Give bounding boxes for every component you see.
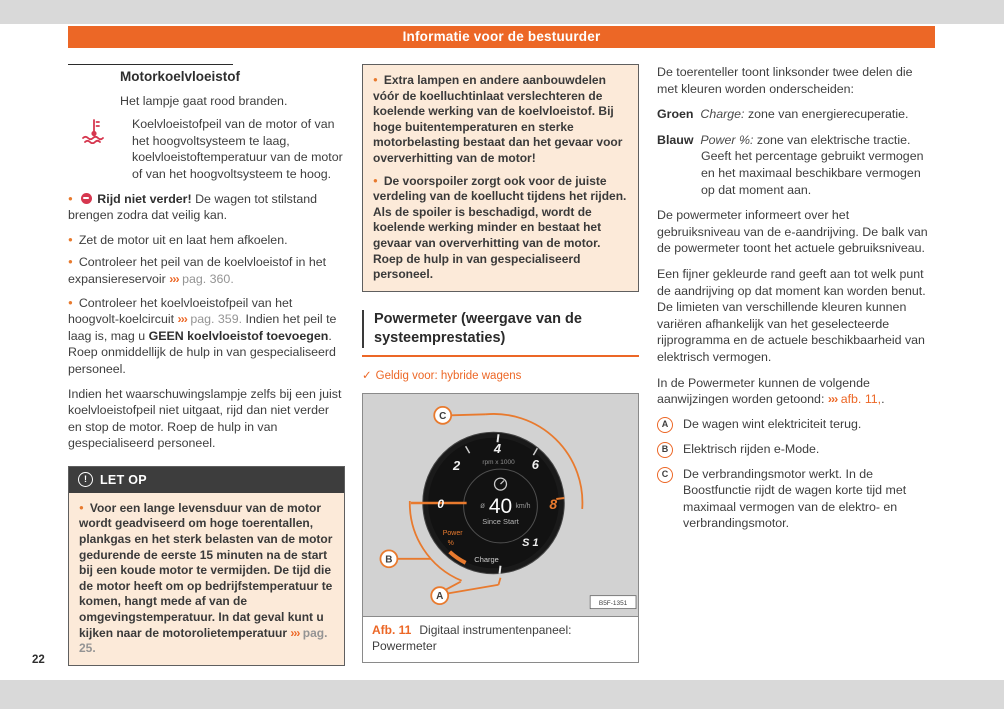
chevron-ref-icon: ››› [827, 392, 838, 407]
definition-blue: Blauw Power %: zone van elektrische tractie. Geeft het percentage gebruikt vermogen en het maximaal beschikbare vermogen op dat moment aan. [657, 132, 924, 197]
check-icon: ✓ [362, 369, 372, 382]
list-item-b: B Elektrisch rijden e-Mode. [657, 441, 934, 458]
coolant-temperature-warning-icon [68, 116, 132, 182]
stop-icon [81, 193, 92, 204]
dial-number-4: 4 [493, 441, 502, 457]
warning-item-lamps: ● Extra lampen en andere aanbouwdelen vóór de koelluchtinlaat verslechteren de koelende werking van de koelvloeistof. Bij hoge buitentemperaturen en sterke motorbelasting bestaat dan het gevaar voor oververhitting van de motor! [373, 72, 628, 167]
page-ref-360: pag. 360. [182, 271, 234, 286]
page-ref-359: pag. 359. [190, 312, 243, 327]
page-sheet [0, 24, 1004, 680]
figure-afb-11 [362, 393, 639, 663]
colored-edge-paragraph: Een fijner gekleurde rand geeft aan tot welk punt de aandrijving op dat moment kan worden benut. De limieten van verschillende kleuren kunnen variëren afhankelijk van het geselecteerde rijprogramma en de actuele beschikbaarheid van elektrisch vermogen. [657, 266, 926, 364]
powermeter-info-paragraph: De powermeter informeert over het gebruiksniveau van de e-aandrijving. De balk van de powermeter toont het actuele gebruiksniveau. [657, 208, 928, 256]
chevron-ref-icon: ››› [177, 312, 187, 327]
gear-indicator: S 1 [522, 537, 539, 550]
tachometer-intro-paragraph: De toerenteller toont linksonder twee delen die met kleuren worden onderscheiden: [657, 65, 913, 96]
coolant-warning-text: Koelvloeistofpeil van de motor of van het hoogvoltsysteem te laag, koelvloeistoftemperatuur van de motor of van het hoogvoltsysteem te hoog. [132, 117, 343, 181]
warning-item-spoiler: ● De voorspoiler zorgt ook voor de juiste verdeling van de koellucht tijdens het rijden. Als de spoiler is beschadigd, wordt de koelende werking minder en bestaat het gevaar van oververhitting van de motor. Roep de hulp in van gespecialiseerd personeel. [373, 173, 628, 283]
accessories-warning-box [362, 64, 639, 292]
page-header-title: Informatie voor de bestuurder [402, 29, 601, 44]
exclamation-circle-icon: ! [78, 472, 93, 487]
svg-text:B5F-1351: B5F-1351 [598, 600, 628, 608]
charge-label: Charge [474, 555, 499, 565]
page-header-bar [68, 26, 935, 48]
right-column [657, 64, 934, 532]
svg-text:C: C [439, 411, 447, 423]
image-code-label [590, 596, 636, 609]
bullet-do-not-drive: ● Rijd niet verder! De wagen tot stilstand brengen zodra dat veilig kan. [68, 191, 345, 224]
callout-b [380, 551, 397, 568]
let-op-text: ● Voor een lange levensduur van de motor wordt geadviseerd om hoge toerentallen, plankgas en het sterk belasten van de motor gedurende de eerste 15 minuten na de start bij een koude motor te vermijden. De tijd die de motor heeft om op bedrijfstemperatuur te komen, hangt mede af van de omgevingstemperatuur. In dat geval kunt u kijken naar de motorolietemperatuur ››› pag. 25. [79, 500, 334, 657]
left-heading: Motorkoelvloeistof [120, 69, 241, 84]
circled-b-icon: B [657, 442, 673, 458]
list-item-a: A De wagen wint elektriciteit terug. [657, 416, 934, 433]
dial-number-0: 0 [437, 497, 445, 512]
do-not-drive-bold: Rijd niet verder! [97, 191, 192, 206]
figure-caption [363, 616, 638, 662]
definition-green: Groen Charge: zone van energierecuperatie. [657, 107, 909, 122]
speed-value: 40 [488, 495, 513, 519]
let-op-note-box [68, 466, 345, 666]
callout-a [431, 588, 448, 605]
let-op-title: LET OP [100, 472, 147, 487]
dial-number-2: 2 [453, 458, 461, 474]
circled-c-icon: C [657, 467, 673, 483]
speed-unit: km/h [515, 503, 531, 511]
coolant-warning-row [68, 116, 345, 182]
avg-symbol: ø [480, 501, 486, 511]
section-rule [68, 64, 233, 65]
dial-number-6: 6 [531, 457, 539, 473]
let-op-body [69, 493, 344, 665]
power-percent-label: % [447, 540, 454, 548]
list-item-c: C De verbrandingsmotor werkt. In de Boostfunctie rijdt de wagen korte tijd met maximaal vermogen van de elektro- en verbrandingsmotor. [657, 466, 934, 532]
figure-ref-afb-11: afb. 11, [840, 392, 882, 407]
svg-text:B: B [385, 554, 393, 566]
powermeter-section-heading: Powermeter (weergave van de systeemprestaties) [362, 310, 639, 348]
power-label: Power [442, 530, 463, 538]
circled-a-icon: A [657, 417, 673, 433]
page-number: 22 [32, 654, 45, 666]
bullet-switch-off-engine: ● Zet de motor uit en laat hem afkoelen. [68, 232, 345, 249]
left-column [68, 64, 345, 666]
page-ref-25: pag. 25. [79, 625, 328, 656]
svg-text:A: A [436, 591, 444, 603]
middle-column [362, 64, 639, 663]
figure-caption-label: Afb. 11 [372, 623, 412, 638]
lamp-intro-text: Het lampje gaat rood branden. [120, 93, 288, 108]
figure-caption-text: Digitaal instrumentenpaneel: Powermeter [372, 623, 572, 653]
bullet-check-coolant: ● Controleer het peil van de koelvloeistof in het expansiereservoir ››› pag. 360. [68, 254, 345, 287]
powermeter-gauge-image [363, 394, 638, 616]
validity-line: ✓ Geldig voor: hybride wagens [362, 369, 522, 382]
powermeter-indications-paragraph: In de Powermeter kunnen de volgende aanwijzingen worden getoond: ››› afb. 11,. [657, 375, 885, 407]
dial-unit-label: rpm x 1000 [482, 459, 515, 467]
powermeter-section-heading-block [362, 310, 639, 357]
dial-number-8: 8 [549, 496, 558, 513]
no-coolant-bold: GEEN koelvloeistof toevoegen [148, 328, 329, 343]
since-start-label: Since Start [482, 517, 519, 527]
chevron-ref-icon: ››› [169, 271, 179, 286]
warning-lamp-paragraph: Indien het waarschuwingslampje zelfs bij een juist koelvloeistofpeil niet uitgaat, rijd dan niet verder en stop de motor. Roep de hulp in van gespecialiseerd personeel. [68, 386, 342, 451]
chevron-ref-icon: ››› [290, 625, 300, 640]
callout-c [434, 407, 451, 424]
bullet-check-hv-coolant: ● Controleer het koelvloeistofpeil van het hoogvolt-koelcircuit ››› pag. 359. Indien het peil te laag is, mag u GEEN koelvloeistof toevoegen. Roep onmiddellijk de hulp in van gespecialiseerd personeel. [68, 295, 345, 378]
let-op-header [69, 467, 344, 493]
